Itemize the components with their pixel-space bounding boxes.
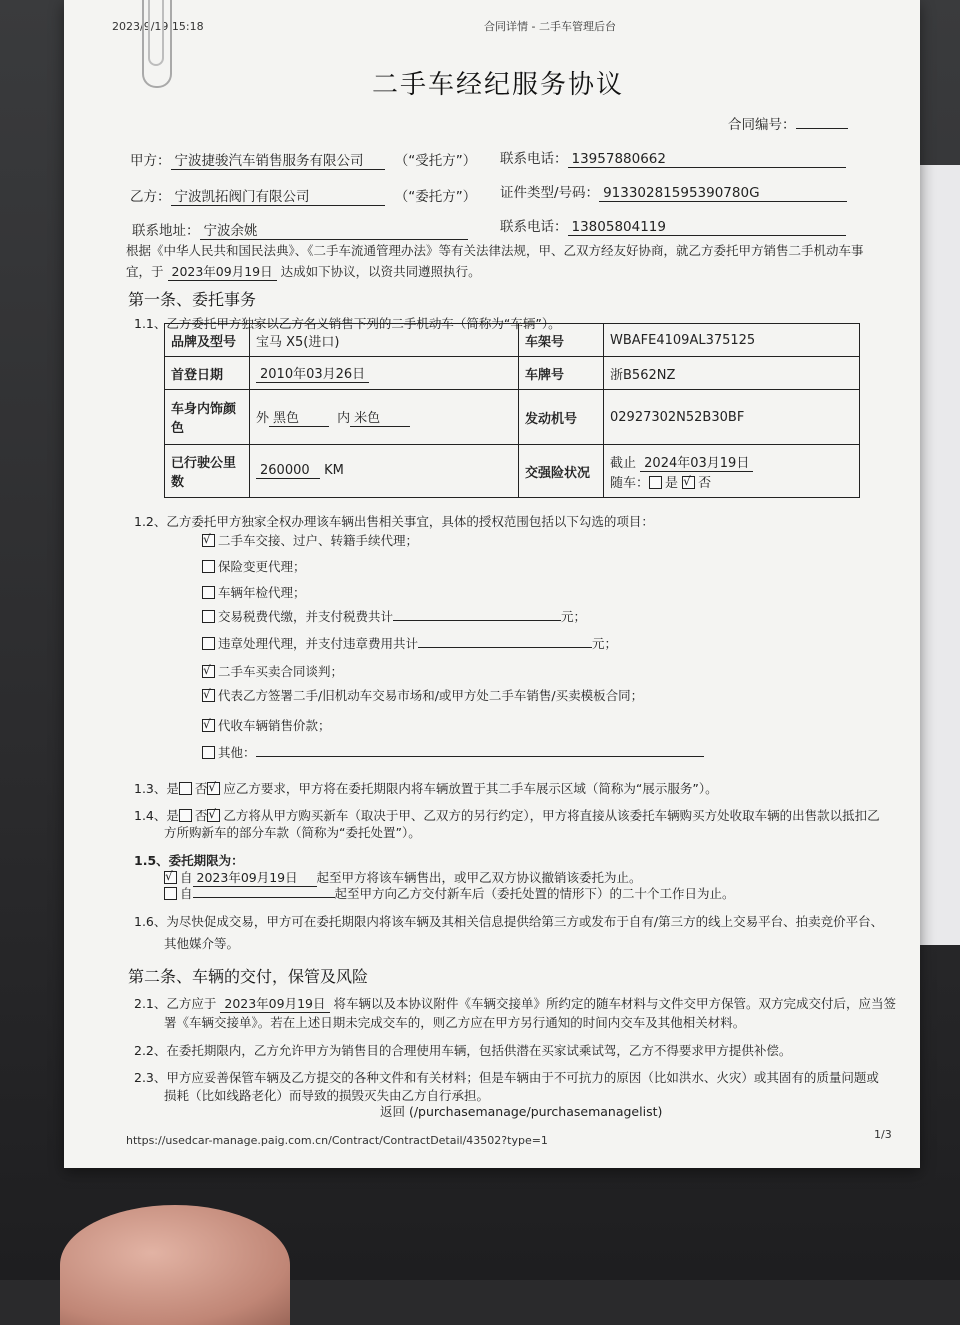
clause-1-3-num: 1.3、 bbox=[134, 781, 167, 796]
clause-1-4-yes-checkbox bbox=[179, 809, 192, 822]
auth-item-2 bbox=[202, 557, 306, 575]
page-number: 1/3 bbox=[874, 1128, 892, 1141]
mileage-label: 已行驶公里数 bbox=[165, 445, 250, 498]
party-a-row bbox=[130, 149, 476, 170]
table-row bbox=[165, 324, 860, 357]
exterior-prefix: 外 bbox=[256, 411, 270, 426]
engine-label: 发动机号 bbox=[519, 390, 604, 445]
address-label: 联系地址： bbox=[132, 223, 200, 239]
term-option-2-text: 起至甲方向乙方交付新车后（委托处置的情形下）的二十个工作日为止。 bbox=[334, 886, 735, 901]
exterior-color: 黑色 bbox=[269, 407, 329, 427]
clause-1-3-yes: 是 bbox=[166, 781, 179, 796]
insurance-label: 交强险状况 bbox=[519, 445, 604, 498]
clause-1-4-line1: 乙方将从甲方购买新车（取决于甲、乙双方的另行约定），甲方将直接从该委托车辆购买方处收取车辆的出售款以抵扣乙 bbox=[223, 808, 880, 823]
insurance-date: 2024年03月19日 bbox=[640, 452, 753, 472]
clause-1-4-line2: 方所购新车的部分车款（简称为“委托处置”）。 bbox=[164, 825, 421, 840]
insurance-yes-label: 是 bbox=[665, 475, 679, 491]
clause-1-3-text: 应乙方要求，甲方将在委托期限内将车辆放置于其二手车展示区域（简称为“展示服务”）。 bbox=[223, 781, 718, 796]
table-row bbox=[165, 357, 860, 390]
party-b-phone-label: 联系电话： bbox=[500, 219, 568, 235]
term-option-2-blank bbox=[193, 897, 335, 898]
section-2-title: 第二条、车辆的交付，保管及风险 bbox=[128, 967, 369, 986]
party-b-name: 宁波凯拓阀门有限公司 bbox=[171, 185, 385, 206]
address-value: 宁波余姚 bbox=[200, 219, 468, 240]
auth-item-9 bbox=[202, 743, 704, 761]
auth-item-7 bbox=[202, 686, 643, 704]
auth-checkbox bbox=[202, 560, 215, 573]
engine-value: 02927302N52B30BF bbox=[604, 390, 860, 445]
contract-number bbox=[728, 113, 848, 133]
auth-checkbox bbox=[202, 586, 215, 599]
clause-2-1-line2: 署《车辆交接单》。若在上述日期未完成交车的，则乙方应在甲方另行通知的时间内交车及其他相关材料。 bbox=[164, 1015, 746, 1030]
clause-2-2: 2.2、在委托期限内，乙方允许甲方为销售目的合理使用车辆，包括供潜在买家试乘试驾，乙方不得要求甲方提供补偿。 bbox=[134, 1043, 792, 1058]
auth-checkbox bbox=[202, 534, 215, 547]
auth-checkbox bbox=[202, 637, 215, 650]
insurance-prefix: 截止 bbox=[610, 455, 637, 471]
contract-page bbox=[64, 0, 920, 1168]
auth-item-suffix: 元； bbox=[592, 636, 618, 651]
party-b-row bbox=[130, 185, 476, 206]
auth-item-label: 二手车交接、过户、转籍手续代理； bbox=[218, 533, 419, 548]
section-1-title: 第一条、委托事务 bbox=[128, 290, 257, 309]
auth-checkbox bbox=[202, 689, 215, 702]
clause-1-1: 1.1、乙方委托甲方独家以乙方名义销售下列的二手机动车（简称为“车辆”）。 bbox=[134, 316, 561, 331]
clause-1-4-yes: 是 bbox=[166, 808, 179, 823]
vehicle-info-table bbox=[164, 323, 860, 498]
party-a-name: 宁波捷骏汽车销售服务有限公司 bbox=[171, 149, 385, 170]
other-blank bbox=[256, 756, 704, 757]
term-option-2 bbox=[164, 884, 735, 902]
clause-1-5-num: 1.5、 bbox=[134, 853, 169, 868]
auth-item-3 bbox=[202, 583, 306, 601]
party-a-role: （“受托方”） bbox=[394, 153, 477, 169]
brand-label: 品牌及型号 bbox=[165, 324, 250, 357]
party-b-id-row bbox=[500, 181, 847, 202]
party-b-phone-row bbox=[500, 215, 846, 236]
clause-1-5-label: 委托期限为： bbox=[168, 853, 244, 868]
insurance-yes-checkbox bbox=[649, 476, 662, 489]
auth-item-label: 保险变更代理； bbox=[218, 559, 306, 574]
clause-1-3 bbox=[134, 779, 718, 797]
auth-checkbox bbox=[202, 610, 215, 623]
clause-2-3-line1: 2.3、甲方应妥善保管车辆及乙方提交的各种文件和有关材料；但是车辆由于不可抗力的原因（比如洪水、火灾）或其固有的质量问题或 bbox=[134, 1070, 879, 1085]
print-page-title: 合同详情 - 二手车管理后台 bbox=[484, 20, 616, 33]
auth-item-8 bbox=[202, 716, 331, 734]
reg-date-cell bbox=[250, 357, 519, 390]
intro-line-2 bbox=[126, 262, 481, 281]
auth-checkbox bbox=[202, 665, 215, 678]
auth-item-label: 代收车辆销售价款； bbox=[218, 718, 331, 733]
party-b-role: （“委托方”） bbox=[394, 189, 477, 205]
auth-item-label: 车辆年检代理； bbox=[218, 585, 306, 600]
clause-2-1-line1 bbox=[134, 994, 896, 1013]
clause-1-4-no: 否 bbox=[194, 808, 208, 823]
plate-value: 浙B562NZ bbox=[604, 357, 860, 390]
auth-checkbox bbox=[202, 719, 215, 732]
term-option-2-pre: 自 bbox=[180, 886, 193, 901]
vin-value: WBAFE4109AL375125 bbox=[604, 324, 860, 357]
table-row bbox=[165, 390, 860, 445]
clause-2-3-line2: 损耗（比如线路老化）而导致的损毁灭失由乙方自行承担。 bbox=[164, 1088, 490, 1103]
insurance-date-row bbox=[610, 452, 853, 472]
clause-1-3-yes-checkbox bbox=[179, 782, 192, 795]
auth-item-1 bbox=[202, 531, 418, 549]
clause-2-1-date: 2023年09月19日 bbox=[220, 994, 329, 1013]
auth-item-label: 代表乙方签署二手/旧机动车交易市场和/或甲方处二手车销售/买卖模板合同； bbox=[218, 688, 644, 703]
auth-item-label: 其他： bbox=[218, 745, 256, 760]
party-a-phone-label: 联系电话： bbox=[500, 151, 568, 167]
insurance-no-label: 否 bbox=[698, 475, 712, 491]
plate-label: 车牌号 bbox=[519, 357, 604, 390]
auth-item-label: 交易税费代缴，并支付税费共计 bbox=[218, 609, 394, 624]
intro-line-1: 根据《中华人民共和国民法典》、《二手车流通管理办法》等有关法律法规，甲、乙双方经友好协商，就乙方委托甲方销售二手机动车事 bbox=[126, 243, 864, 258]
interior-color: 米色 bbox=[350, 407, 410, 427]
auth-checkbox bbox=[202, 746, 215, 759]
clause-1-5 bbox=[134, 851, 244, 869]
finger bbox=[60, 1205, 290, 1325]
auth-item-4 bbox=[202, 607, 586, 625]
insurance-with-label: 随车： bbox=[610, 475, 650, 491]
intro-date: 2023年09月19日 bbox=[168, 262, 277, 281]
term-option-1-checkbox bbox=[164, 871, 177, 884]
auth-item-label: 违章处理代理，并支付违章费用共计 bbox=[218, 636, 419, 651]
term-option-1-text: 起至甲方将该车辆售出，或甲乙双方协议撤销该委托为止。 bbox=[316, 870, 642, 885]
intro-line-2-post: 达成如下协议，以资共同遵照执行。 bbox=[280, 264, 481, 279]
clause-1-2: 1.2、乙方委托甲方独家全权办理该车辆出售相关事宜，具体的授权范围包括以下勾选的项目： bbox=[134, 514, 654, 529]
term-option-2-checkbox bbox=[164, 887, 177, 900]
clause-1-4-num: 1.4、 bbox=[134, 808, 167, 823]
reg-date-label: 首登日期 bbox=[165, 357, 250, 390]
auth-item-5 bbox=[202, 634, 617, 652]
vin-label: 车架号 bbox=[519, 324, 604, 357]
party-b-label: 乙方： bbox=[130, 189, 171, 205]
term-start-date: 2023年09月19日 bbox=[193, 868, 317, 887]
party-b-id: 91330281595390780G bbox=[599, 185, 847, 202]
contract-number-value bbox=[796, 128, 848, 129]
brand-value: 宝马 X5(进口) bbox=[250, 324, 519, 357]
clause-2-1-post: 将车辆以及本协议附件《车辆交接单》所约定的随车材料与文件交甲方保管。双方完成交付后，应当签 bbox=[333, 996, 896, 1011]
clause-2-1-pre: 2.1、乙方应于 bbox=[134, 996, 217, 1011]
clause-1-6-line1: 1.6、为尽快促成交易，甲方可在委托期限内将该车辆及其相关信息提供给第三方或发布于自有/第三方的线上交易平台、拍卖竞价平台、 bbox=[134, 914, 884, 929]
address-row bbox=[132, 219, 468, 240]
mileage-unit: KM bbox=[324, 463, 344, 478]
clause-1-3-no-checkbox bbox=[207, 782, 220, 795]
clause-1-3-no: 否 bbox=[194, 781, 208, 796]
interior-prefix: 内 bbox=[337, 411, 351, 426]
mileage-value: 260000 bbox=[256, 463, 320, 479]
insurance-cell bbox=[604, 445, 860, 498]
party-b-id-label: 证件类型/号码： bbox=[500, 185, 600, 201]
insurance-no-checkbox bbox=[682, 476, 695, 489]
insurance-with-row bbox=[610, 472, 853, 491]
auth-item-6 bbox=[202, 662, 343, 680]
reg-date-value: 2010年03月26日 bbox=[256, 363, 369, 383]
party-a-phone-row bbox=[500, 147, 846, 168]
mileage-cell bbox=[250, 445, 519, 498]
party-b-phone: 13805804119 bbox=[568, 219, 846, 236]
table-row bbox=[165, 445, 860, 498]
clause-1-4 bbox=[134, 806, 880, 824]
color-label: 车身内饰颜色 bbox=[165, 390, 250, 445]
paper-clip-inner-icon bbox=[148, 0, 164, 66]
contract-number-label: 合同编号： bbox=[728, 117, 796, 133]
back-link[interactable]: 返回 (/purchasemanage/purchasemanagelist) bbox=[380, 1104, 663, 1119]
print-timestamp: 2023/9/19 15:18 bbox=[112, 20, 204, 33]
document-title: 二手车经纪服务协议 bbox=[372, 70, 625, 100]
term-option-1-pre: 自 bbox=[180, 870, 193, 885]
color-cell bbox=[250, 390, 519, 445]
auth-item-suffix: 元； bbox=[561, 609, 587, 624]
clause-1-6-line2: 其他媒介等。 bbox=[164, 936, 240, 951]
page-url: https://usedcar-manage.paig.com.cn/Contract/ContractDetail/43502?type=1 bbox=[126, 1134, 548, 1147]
party-a-phone: 13957880662 bbox=[568, 151, 846, 168]
clause-1-4-no-checkbox bbox=[207, 809, 220, 822]
tax-amount-blank bbox=[393, 620, 561, 621]
violation-amount-blank bbox=[418, 647, 592, 648]
auth-item-label: 二手车买卖合同谈判； bbox=[218, 664, 344, 679]
intro-line-2-pre: 宜，于 bbox=[126, 264, 164, 279]
party-a-label: 甲方： bbox=[130, 153, 171, 169]
